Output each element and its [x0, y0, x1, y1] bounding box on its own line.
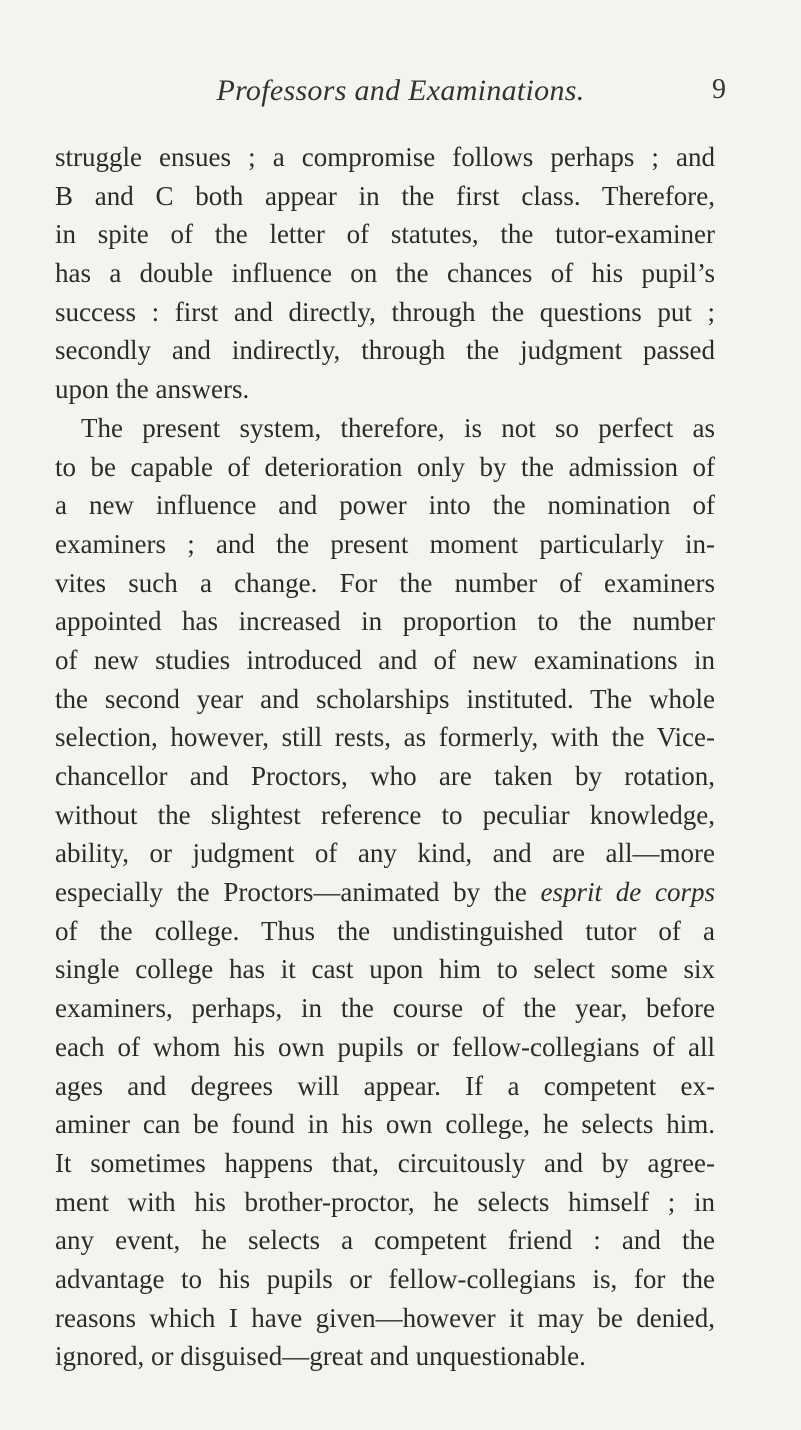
italic-phrase: esprit de corps — [540, 877, 715, 908]
text-line: the second year and scholarships instituted. The whole — [55, 683, 715, 714]
text-line: of the college. Thus the undistinguished tutor of a — [55, 915, 715, 946]
text-line: selection, however, still rests, as formerly, with the Vice- — [55, 722, 715, 753]
text-line: each of whom his own pupils or fellow-collegians of all — [55, 1031, 715, 1062]
text-line: ignored, or disguised—great and unquestionable. — [55, 1341, 586, 1372]
text-line: examiners ; and the present moment particularly in- — [55, 528, 715, 559]
page-number: 9 — [712, 74, 726, 105]
text-line: success : first and directly, through the questions put ; — [55, 296, 715, 327]
text-line: without the slightest reference to peculiar knowledge, — [55, 799, 715, 830]
text-line: B and C both appear in the first class. Therefore, — [55, 180, 715, 211]
text-line-with-italic — [55, 873, 715, 912]
text-line: upon the answers. — [55, 374, 250, 405]
text-line: secondly and indirectly, through the judgment passed — [55, 335, 715, 366]
text-line: vites such a change. For the number of examiners — [55, 567, 715, 598]
running-title: Professors and Examinations. — [216, 74, 585, 107]
text-line: ment with his brother-proctor, he selects himself ; in — [55, 1186, 715, 1217]
text-line: It sometimes happens that, circuitously and by agree- — [55, 1147, 715, 1178]
text-line: advantage to his pupils or fellow-collegians is, for the — [55, 1263, 715, 1294]
text-line: to be capable of deterioration only by the admission of — [55, 451, 715, 482]
text-line: of new studies introduced and of new examinations in — [55, 644, 715, 675]
text-line: aminer can be found in his own college, he selects him. — [55, 1109, 715, 1140]
text-line: has a double influence on the chances of his pupil’s — [55, 258, 715, 289]
text-line: a new influence and power into the nomination of — [55, 490, 715, 521]
text-line: ages and degrees will appear. If a competent ex- — [55, 1070, 715, 1101]
text-line: in spite of the letter of statutes, the tutor-examiner — [55, 219, 715, 250]
running-head — [0, 74, 801, 110]
text-line: examiners, perhaps, in the course of the year, before — [55, 993, 715, 1024]
text-line: The present system, therefore, is not so perfect as — [81, 412, 715, 443]
text-line: any event, he selects a competent friend : and the — [55, 1225, 715, 1256]
text-line: ability, or judgment of any kind, and are all—more — [55, 838, 715, 869]
text-line: struggle ensues ; a compromise follows perhaps ; and — [55, 142, 715, 172]
body-text — [55, 138, 715, 1376]
text-line: chancellor and Proctors, who are taken by rotation, — [55, 761, 715, 791]
text-segment: especially the Proctors—animated by the — [55, 877, 527, 908]
text-line: appointed has increased in proportion to the number — [55, 606, 715, 637]
text-line: single college has it cast upon him to select some six — [55, 954, 715, 985]
text-line: reasons which I have given—however it may be denied, — [55, 1302, 715, 1333]
